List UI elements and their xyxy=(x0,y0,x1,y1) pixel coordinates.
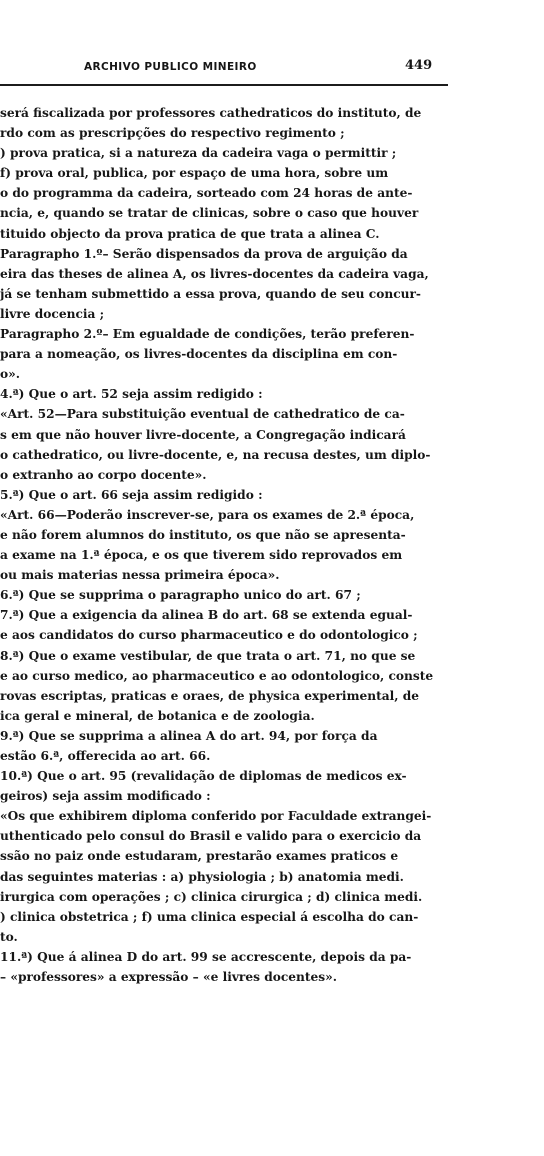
text-line: e ao curso medico, ao pharmaceutico e ao odontologico, conste xyxy=(0,668,434,683)
text-line: Paragrapho 1.º– Serão dispensados da prova de arguição da xyxy=(0,246,408,261)
text-line: 4.ª) Que o art. 52 seja assim redigido : xyxy=(0,387,263,402)
text-line: s em que não houver livre-docente, a Congregação indicará xyxy=(0,427,406,442)
text-line: 7.ª) Que a exigencia da alinea B do art. 68 se extenda egual- xyxy=(0,608,413,623)
text-line: e não forem alumnos do instituto, os que não se apresenta- xyxy=(0,527,406,542)
running-title: ARCHIVO PUBLICO MINEIRO xyxy=(84,61,257,73)
text-line: 8.ª) Que o exame vestibular, de que trata o art. 71, no que se xyxy=(0,648,416,663)
text-line: o». xyxy=(0,367,20,382)
text-line: ) prova pratica, si a natureza da cadeira vaga o permittir ; xyxy=(0,146,397,161)
text-line: irurgica com operações ; c) clinica cirurgica ; d) clinica medi. xyxy=(0,889,423,904)
text-line: e aos candidatos do curso pharmaceutico e do odontologico ; xyxy=(0,628,418,643)
text-line: – «professores» a expressão – «e livres docentes». xyxy=(0,970,337,985)
text-line: to. xyxy=(0,929,18,944)
text-line: eira das theses de alinea A, os livres-docentes da cadeira vaga, xyxy=(0,266,429,281)
text-line: livre docencia ; xyxy=(0,306,105,321)
text-line: rovas escriptas, praticas e oraes, de physica experimental, de xyxy=(0,688,419,703)
text-line: ssão no paiz onde estudaram, prestarão exames praticos e xyxy=(0,849,399,864)
text-line: tituido objecto da prova pratica de que trata a alinea C. xyxy=(0,226,380,241)
page-number: 449 xyxy=(405,58,433,73)
text-line: será fiscalizada por professores cathedraticos do instituto, de xyxy=(0,106,422,120)
text-line: «Art. 66—Poderão inscrever-se, para os exames de 2.ª época, xyxy=(0,507,415,522)
text-line: o do programma da cadeira, sorteado com 24 horas de ante- xyxy=(0,186,413,201)
text-line: uthenticado pelo consul do Brasil e valido para o exercicio da xyxy=(0,829,422,844)
text-line: 5.ª) Que o art. 66 seja assim redigido : xyxy=(0,487,263,502)
text-line: 6.ª) Que se supprima o paragrapho unico do art. 67 ; xyxy=(0,588,361,603)
text-line: para a nomeação, os livres-docentes da disciplina em con- xyxy=(0,347,398,362)
text-line: ) clinica obstetrica ; f) uma clinica especial á escolha do can- xyxy=(0,909,419,924)
text-line: das seguintes materias : a) physiologia ; b) anatomia medi. xyxy=(0,869,404,884)
text-line: «Art. 52—Para substituição eventual de cathedratico de ca- xyxy=(0,407,405,422)
text-line: Paragrapho 2.º– Em egualdade de condições, terão preferen- xyxy=(0,327,415,342)
text-line: 10.ª) Que o art. 95 (revalidação de diplomas de medicos ex- xyxy=(0,769,407,784)
text-line: geiros) seja assim modificado : xyxy=(0,789,211,804)
text-line: o extranho ao corpo docente». xyxy=(0,467,207,482)
text-line: estão 6.ª, offerecida ao art. 66. xyxy=(0,749,211,763)
text-line: ica geral e mineral, de botanica e de zoologia. xyxy=(0,708,315,723)
header-rule xyxy=(0,84,448,86)
text-line: o cathedratico, ou livre-docente, e, na recusa destes, um diplo- xyxy=(0,447,431,462)
text-line: ou mais materias nessa primeira época». xyxy=(0,568,280,583)
body-text xyxy=(0,103,448,987)
text-line: a exame na 1.ª época, e os que tiverem sido reprovados em xyxy=(0,548,403,563)
text-line: «Os que exhibirem diploma conferido por Faculdade extrangei- xyxy=(0,809,432,824)
text-line: 11.ª) Que á alinea D do art. 99 se accrescente, depois da pa- xyxy=(0,949,412,964)
text-line: 9.ª) Que se supprima a alinea A do art. 94, por força da xyxy=(0,728,378,743)
text-line: ncia, e, quando se tratar de clinicas, sobre o caso que houver xyxy=(0,206,419,221)
page-header xyxy=(0,58,544,81)
text-line: rdo com as prescripções do respectivo regimento ; xyxy=(0,126,345,141)
text-line: f) prova oral, publica, por espaço de uma hora, sobre um xyxy=(0,166,389,181)
text-line: já se tenham submettido a essa prova, quando de seu concur- xyxy=(0,286,421,301)
